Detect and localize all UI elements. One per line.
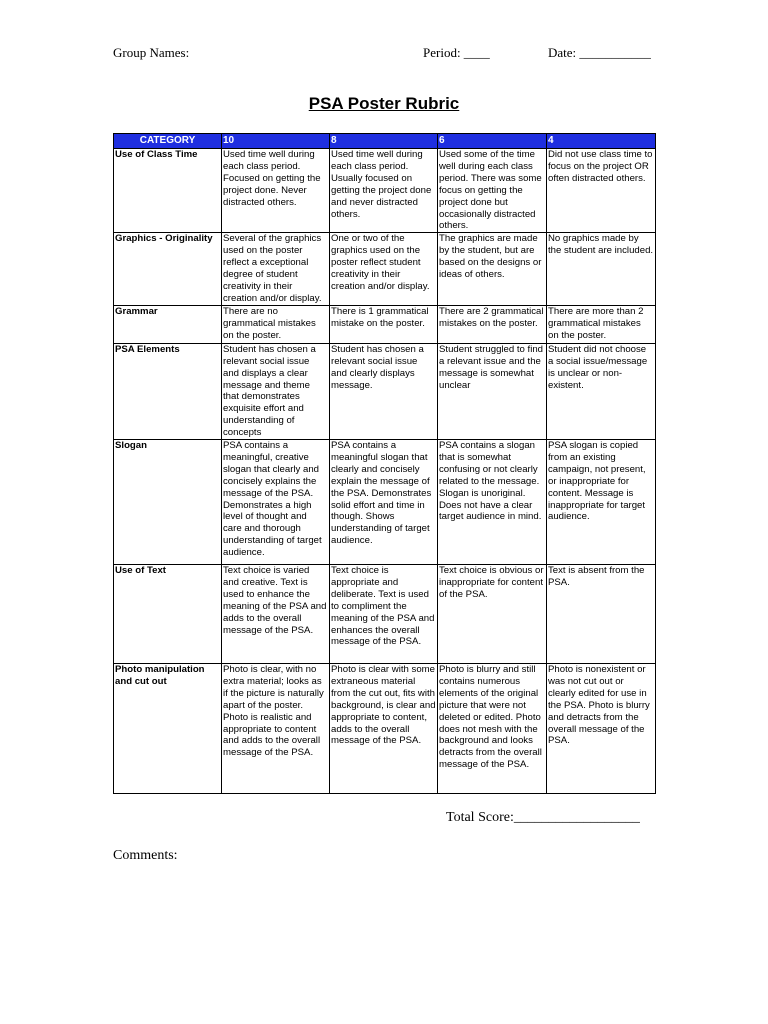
column-header-10: 10 [222,134,330,149]
category-cell: Slogan [114,440,222,565]
score-cell: The graphics are made by the student, but are based on the designs or ideas of others. [438,233,547,305]
score-cell: Photo is nonexistent or was not cut out or clearly edited for use in the PSA. Photo is blurry and detracts from the overall message of the PSA. [547,664,656,794]
score-cell: Did not use class time to focus on the project OR often distracted others. [547,149,656,233]
period-label: Period: ____ [423,45,490,60]
column-header-category: CATEGORY [114,134,222,149]
column-header-4: 4 [547,134,656,149]
table-row [114,440,656,565]
page-title: PSA Poster Rubric [308,94,460,113]
table-row [114,343,656,439]
score-cell: Text choice is appropriate and deliberate. Text is used to compliment the meaning of the PSA and enhances the overall message of the PSA. [330,565,438,664]
table-row [114,233,656,305]
score-cell: Text choice is obvious or inappropriate for content of the PSA. [438,565,547,664]
score-cell: One or two of the graphics used on the poster reflect student creativity in their creation and/or display. [330,233,438,305]
table-row [114,664,656,794]
score-cell: Student has chosen a relevant social issue and displays a clear message and theme that demonstrates exquisite effort and understanding of concepts [222,343,330,439]
score-cell: Used time well during each class period. Usually focused on getting the project done and never distracted others. [330,149,438,233]
score-cell: Photo is blurry and still contains numerous elements of the original picture that were not deleted or edited. Photo does not mesh with the background and looks detracts from the overall message of the PSA. [438,664,547,794]
total-score-label: Total Score:__________________ [446,810,640,825]
category-cell: Photo manipulation and cut out [114,664,222,794]
score-cell: Used time well during each class period. Focused on getting the project done. Never distracted others. [222,149,330,233]
comments-label: Comments: [113,848,178,863]
score-cell: Photo is clear, with no extra material; looks as if the picture is naturally apart of the poster. Photo is realistic and appropriate to content and adds to the overall message of the PSA. [222,664,330,794]
score-cell: PSA slogan is copied from an existing campaign, not present, or inappropriate for content. Message is inappropriate for target audience. [547,440,656,565]
score-cell: PSA contains a slogan that is somewhat confusing or not clearly related to the message. Slogan is unoriginal. Does not have a clear target audience in mind. [438,440,547,565]
table-row [114,305,656,343]
rubric-table [113,133,656,794]
table-row [114,565,656,664]
category-cell: Use of Text [114,565,222,664]
score-cell: There is 1 grammatical mistake on the poster. [330,305,438,343]
score-cell: Text choice is varied and creative. Text is used to enhance the meaning of the PSA and adds to the overall message of the PSA. [222,565,330,664]
score-cell: Several of the graphics used on the poster reflect a exceptional degree of student creativity in their creation and/or display. [222,233,330,305]
score-cell: There are 2 grammatical mistakes on the poster. [438,305,547,343]
score-cell: Student did not choose a social issue/message is unclear or non-existent. [547,343,656,439]
score-cell: Student struggled to find a relevant issue and the message is somewhat unclear [438,343,547,439]
score-cell: Photo is clear with some extraneous material from the cut out, fits with background, is clear and appropriate to content, adds to the overall message of the PSA. [330,664,438,794]
category-cell: Graphics - Originality [114,233,222,305]
score-cell: There are no grammatical mistakes on the poster. [222,305,330,343]
category-cell: Use of Class Time [114,149,222,233]
score-cell: No graphics made by the student are included. [547,233,656,305]
score-cell: PSA contains a meaningful, creative slogan that clearly and concisely explains the message of the PSA. Demonstrates a high level of thought and care and thorough understanding of target audience. [222,440,330,565]
table-header-row [114,134,656,149]
score-cell: Used some of the time well during each class period. There was some focus on getting the project done but occasionally distracted others. [438,149,547,233]
column-header-8: 8 [330,134,438,149]
score-cell: Student has chosen a relevant social issue and clearly displays message. [330,343,438,439]
score-cell: PSA contains a meaningful slogan that clearly and concisely explain the message of the PSA. Demonstrates solid effort and time in though. Shows understanding of target audience. [330,440,438,565]
score-cell: There are more than 2 grammatical mistakes on the poster. [547,305,656,343]
date-label: Date: ___________ [548,45,651,60]
category-cell: Grammar [114,305,222,343]
group-names-label: Group Names: [113,45,190,60]
table-row [114,149,656,233]
column-header-6: 6 [438,134,547,149]
score-cell: Text is absent from the PSA. [547,565,656,664]
category-cell: PSA Elements [114,343,222,439]
